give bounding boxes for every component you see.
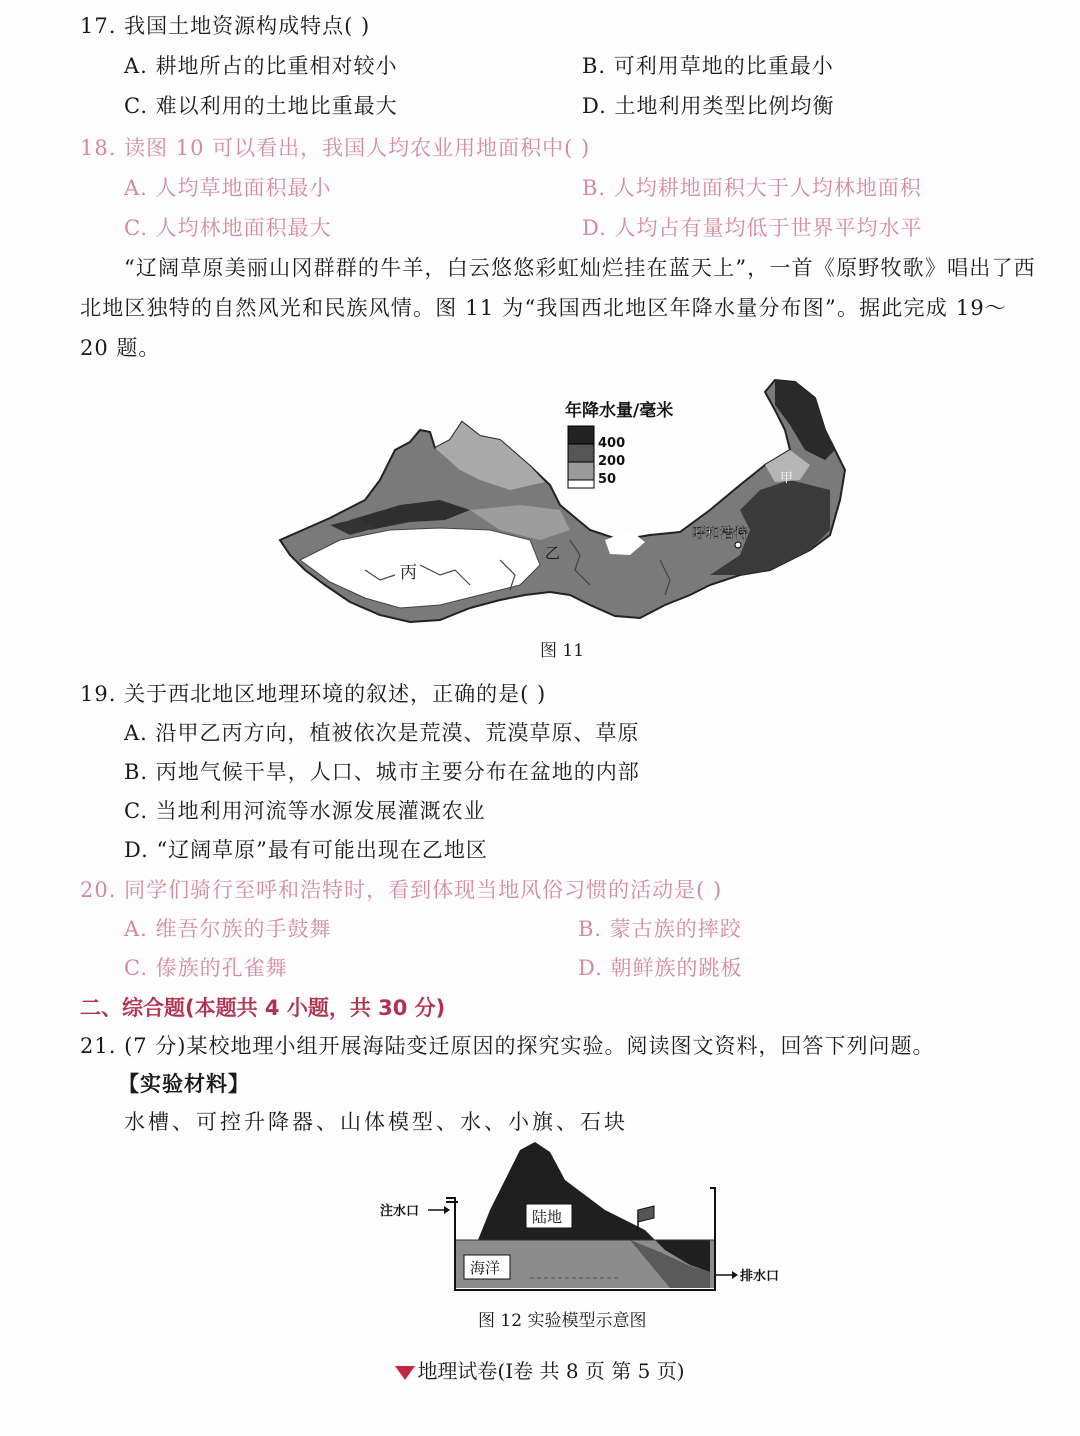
q17-stem: 17. 我国土地资源构成特点( ) [80,14,371,38]
legend-value-400: 400 [598,436,626,451]
passage-line-1: “辽阔草原美丽山冈群群的牛羊，白云悠悠彩虹灿烂挂在蓝天上”，一首《原野牧歌》唱出了西 [124,256,1036,280]
label-yi: 乙 [545,544,561,562]
label-inlet: 注水口 [380,1204,420,1219]
q18-option-a: A. 人均草地面积最小 [124,176,332,200]
q19-option-a: A. 沿甲乙丙方向，植被依次是荒漠、荒漠草原、草原 [124,721,640,745]
legend-swatch-min [568,480,594,488]
q17-option-c: C. 难以利用的土地比重最大 [124,94,398,118]
legend-title: 年降水量/毫米 [565,401,674,421]
legend-swatch-200 [568,444,594,462]
q20-option-a: A. 维吾尔族的手鼓舞 [124,917,332,941]
q17-option-d: D. 土地利用类型比例均衡 [582,94,835,118]
q21-stem: 21. (7 分)某校地理小组开展海陆变迁原因的探究实验。阅读图文资料，回答下列问题。 [80,1034,935,1058]
q20-option-c: C. 傣族的孔雀舞 [124,956,288,980]
passage-line-2: 北地区独特的自然风光和民族风情。图 11 为“我国西北地区年降水量分布图”。据此完成 19～ [80,296,1008,320]
legend-value-50: 50 [598,472,617,487]
label-outlet: 排水口 [740,1269,780,1284]
q18-option-c: C. 人均林地面积最大 [124,216,332,240]
q18-option-b: B. 人均耕地面积大于人均林地面积 [582,176,922,200]
q20-option-d: D. 朝鲜族的跳板 [578,956,743,980]
q17-option-a: A. 耕地所占的比重相对较小 [124,54,398,78]
label-city: 呼和浩特 [692,526,748,542]
city-marker [735,542,741,548]
label-jia: 甲 [780,471,794,486]
experiment-model-diagram [370,1140,790,1300]
q19-option-b: B. 丙地气候干旱，人口、城市主要分布在盆地的内部 [124,760,640,784]
q19-stem: 19. 关于西北地区地理环境的叙述，正确的是( ) [80,682,547,706]
fig11-caption: 图 11 [540,641,585,661]
q20-option-b: B. 蒙古族的摔跤 [578,917,742,941]
q18-option-d: D. 人均占有量均低于世界平均水平 [582,216,923,240]
q19-option-c: C. 当地利用河流等水源发展灌溉农业 [124,799,486,823]
page-footer [0,1355,1080,1384]
q17-option-b: B. 可利用草地的比重最小 [582,54,834,78]
passage-line-3: 20 题。 [80,336,161,360]
label-land: 陆地 [532,1208,563,1226]
section-2-heading: 二、综合题(本题共 4 小题，共 30 分) [80,996,446,1020]
fig12-caption: 图 12 实验模型示意图 [478,1311,647,1331]
q20-stem: 20. 同学们骑行至呼和浩特时，看到体现当地风俗习惯的活动是( ) [80,878,723,902]
materials-list: 水槽、可控升降器、山体模型、水、小旗、石块 [124,1110,628,1134]
brand-mark-icon [395,1366,415,1380]
label-ocean: 海洋 [470,1259,501,1277]
q19-option-d: D. “辽阔草原”最有可能出现在乙地区 [124,838,488,862]
q18-stem: 18. 读图 10 可以看出，我国人均农业用地面积中( ) [80,136,591,160]
northwest-precipitation-map [270,370,860,630]
flag-icon [638,1206,654,1222]
legend-swatch-50 [568,462,594,480]
label-bing: 丙 [400,563,417,583]
footer-text: 地理试卷(Ⅰ卷 共 8 页 第 5 页) [417,1359,685,1383]
materials-heading: 【实验材料】 [118,1072,250,1096]
legend-swatch-400 [568,426,594,444]
legend-value-200: 200 [598,454,626,469]
